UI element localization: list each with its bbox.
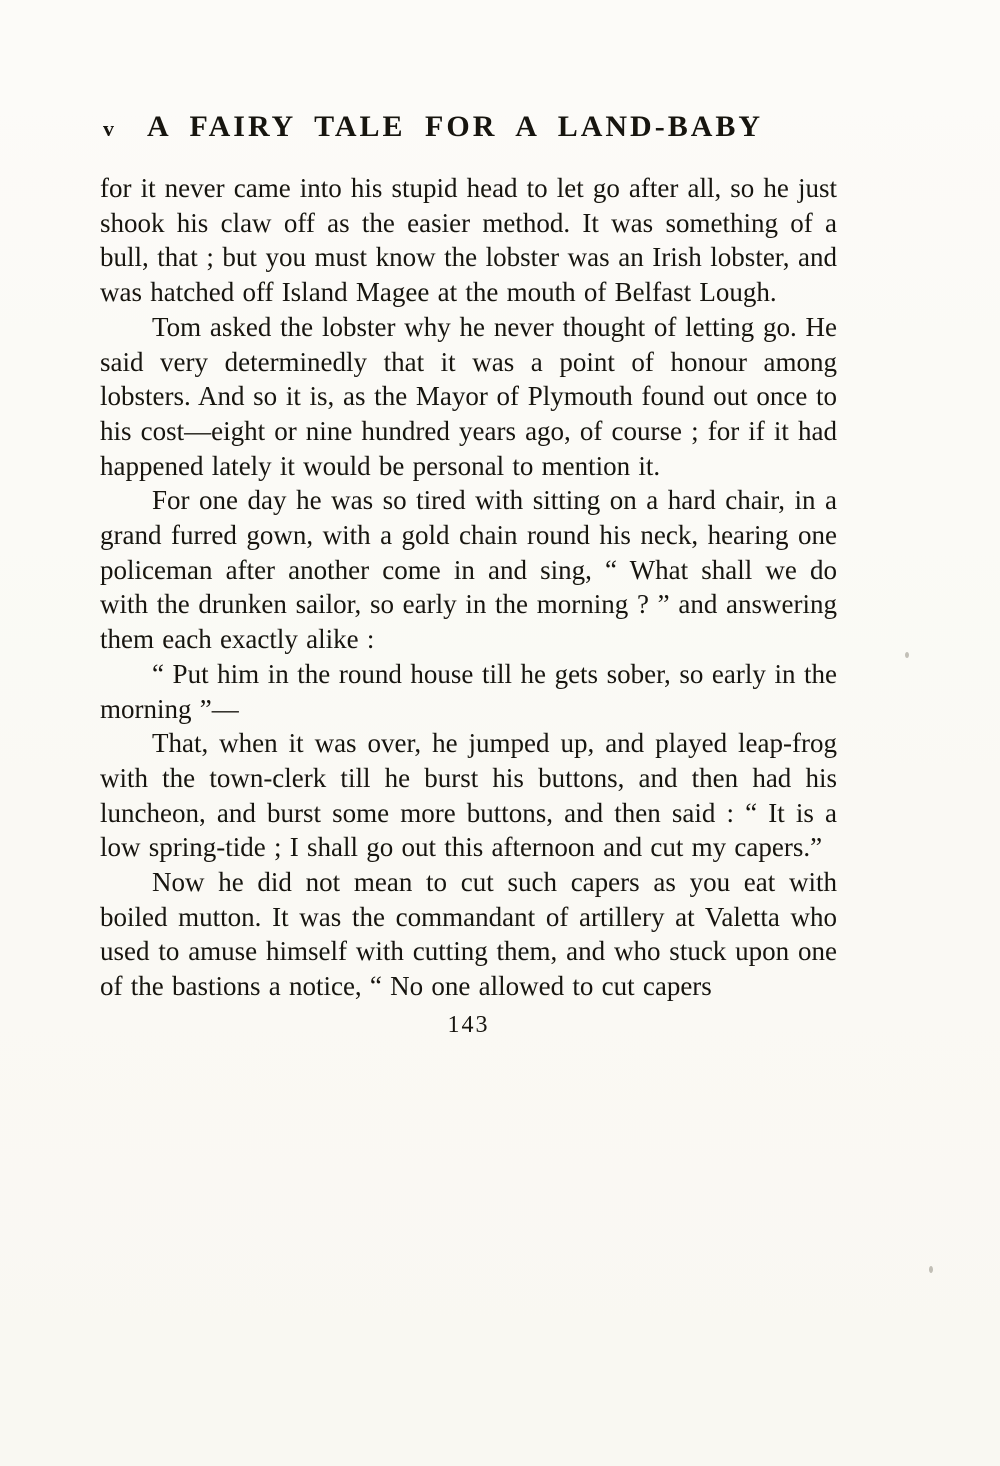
body-text: [100, 171, 837, 1004]
paragraph-5: That, when it was over, he jumped up, and played leap-frog with the town-clerk till he burst his buttons, and then had his luncheon, and burst some more buttons, and then said : “ It is a low spring-tide ; I shall go out this afternoon and cut my capers.”: [100, 728, 837, 863]
paragraph-3: For one day he was so tired with sitting on a hard chair, in a grand furred gown, with a gold chain round his neck, hearing one policeman after another come in and sing, “ What shall we do with the drunken sailor, so early in the morning ? ” and answering them each exactly alike :: [100, 485, 837, 655]
scan-speck: [905, 652, 909, 658]
paragraph-1: for it never came into his stupid head to let go after all, so he just shook his claw off as the easier method. It was something of a bull, that ; but you must know the lobster was an Irish lobster, and was hatched off Island Magee at the mouth of Belfast Lough.: [100, 173, 837, 308]
page-number: 143: [447, 1011, 490, 1038]
paragraph-4: “ Put him in the round house till he gets sober, so early in the morning ”—: [100, 658, 837, 724]
chapter-numeral: v: [103, 116, 115, 141]
page-header: [0, 0, 1000, 144]
running-title: A FAIRY TALE FOR A LAND-BABY: [147, 110, 764, 143]
scan-speck: [929, 1266, 933, 1273]
paragraph-2: Tom asked the lobster why he never thought of letting go. He said very determinedly that it was a point of honour among lobsters. And so it is, as the Mayor of Plymouth found out once to his cost—eight or nine hundred years ago, of course ; for if it had happened lately it would be personal to mention it.: [100, 311, 837, 481]
paragraph-6: Now he did not mean to cut such capers as you eat with boiled mutton. It was the commandant of artillery at Valetta who used to amuse himself with cutting them, and who stuck upon one of the bastions a notice, “ No one allowed to cut capers: [100, 867, 837, 1002]
page-footer: [0, 1012, 1000, 1039]
